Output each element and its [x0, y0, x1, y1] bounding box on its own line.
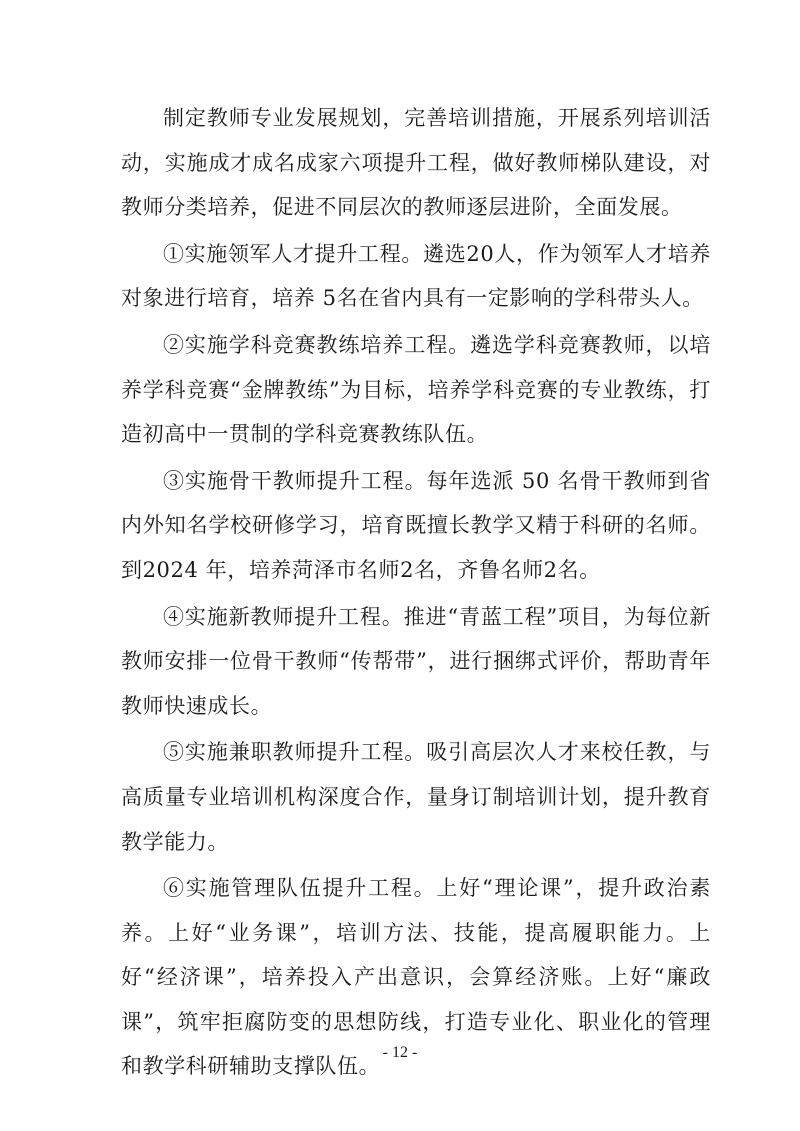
page-number: - 12 -: [382, 1044, 418, 1061]
body-text: [121, 96, 711, 1091]
paragraph-item-4: ④实施新教师提升工程。推进“青蓝工程”项目，为每位新教师安排一位骨干教师“传帮带”，进行捆绑式评价，帮助青年教师快速成长。: [121, 604, 711, 718]
paragraph-item-5: ⑤实施兼职教师提升工程。吸引高层次人才来校任教，与高质量专业培训机构深度合作，量身订制培训计划，提升教育教学能力。: [121, 740, 711, 854]
paragraph-item-6: ⑥实施管理队伍提升工程。上好“理论课”，提升政治素养。上好“业务课”，培训方法、技能，提高履职能力。上好“经济课”，培养投入产出意识，会算经济账。上好“廉政课”，筑牢拒腐防变的思想防线，打造专业化、职业化的管理和教学科研辅助支撑队伍。: [121, 876, 711, 1079]
paragraph-intro: 制定教师专业发展规划，完善培训措施，开展系列培训活动，实施成才成名成家六项提升工程，做好教师梯队建设，对教师分类培养，促进不同层次的教师逐层进阶，全面发展。: [121, 106, 711, 220]
paragraph-item-1: ①实施领军人才提升工程。遴选20人，作为领军人才培养对象进行培育，培养 5名在省内具有一定影响的学科带头人。: [121, 241, 711, 311]
paragraph-item-2: ②实施学科竞赛教练培养工程。遴选学科竞赛教师，以培养学科竞赛“金牌教练”为目标，培养学科竞赛的专业教练，打造初高中一贯制的学科竞赛教练队伍。: [121, 332, 711, 447]
paragraph-item-3: ③实施骨干教师提升工程。每年选派 50 名骨干教师到省内外知名学校研修学习，培育既擅长教学又精于科研的名师。到2024 年，培养菏泽市名师2名，齐鲁名师2名。: [121, 468, 711, 582]
